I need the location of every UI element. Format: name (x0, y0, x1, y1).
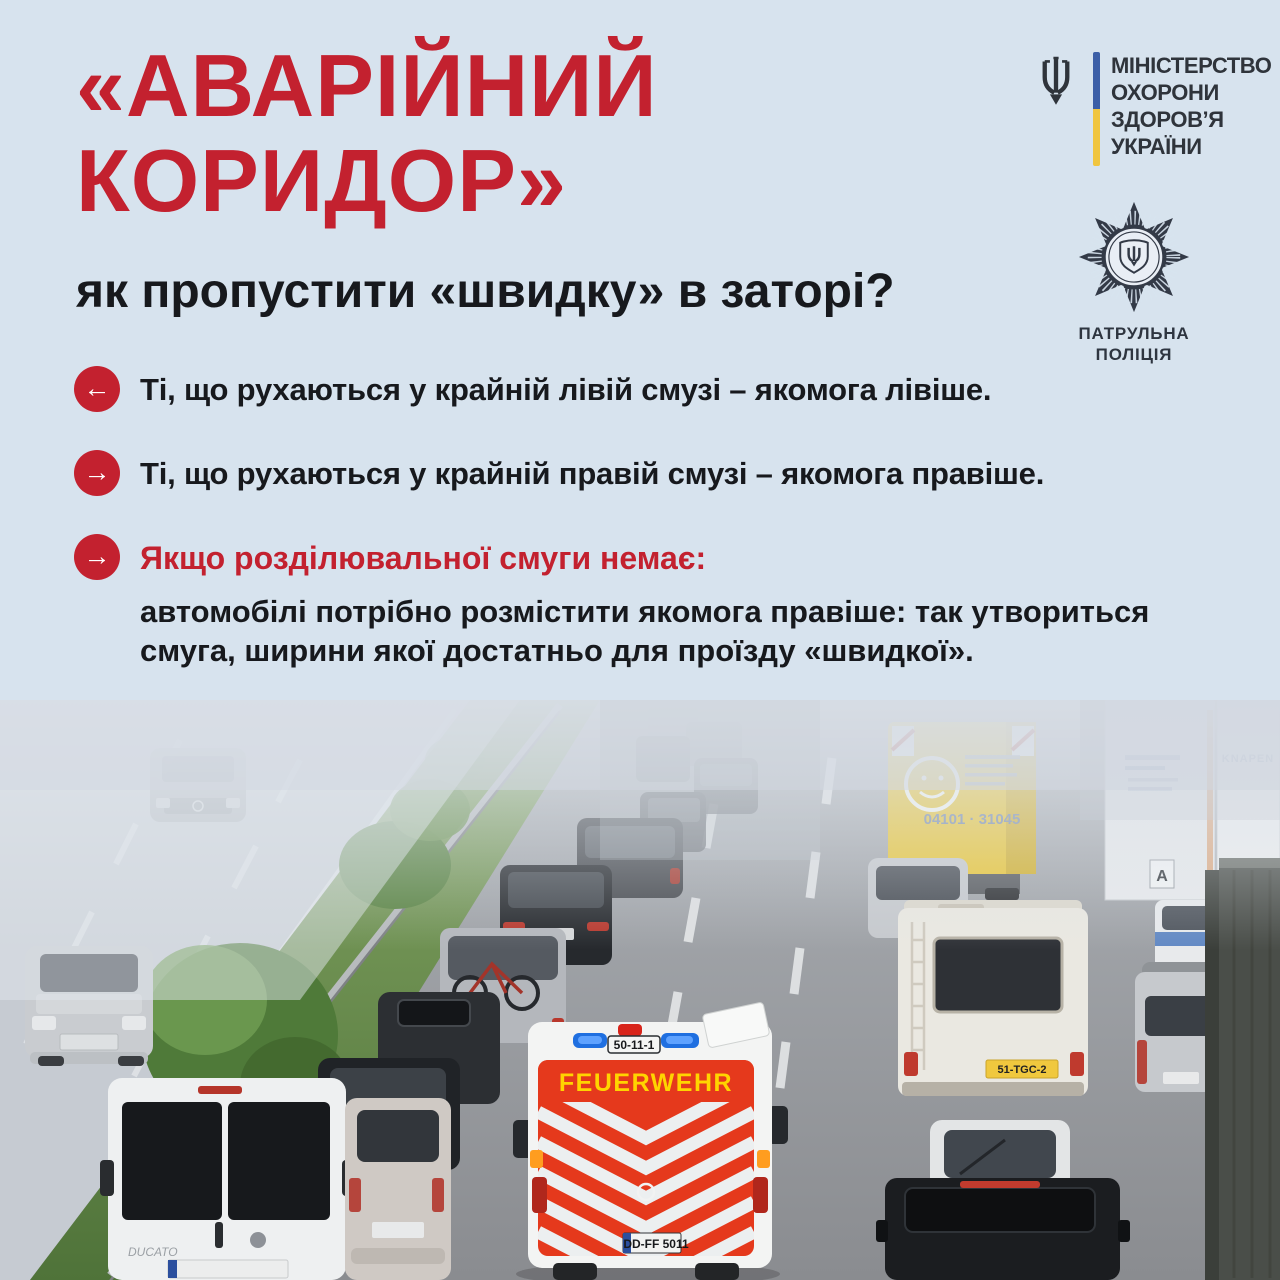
page-subtitle: як пропустити «швидку» в заторі? (76, 265, 895, 318)
arrow-left-icon (74, 366, 120, 412)
bullet-right-lane (74, 450, 1204, 496)
traffic-jam-photo (0, 700, 1280, 1280)
page-title (76, 38, 658, 228)
bullet-text: Ті, що рухаються у крайній лівій смузі – якомога лівіше. (140, 372, 992, 407)
camper-plate: 51-TGC-2 (997, 1064, 1047, 1076)
arrow-glyph: ← (83, 373, 111, 403)
van-model-badge: DUCATO (128, 1245, 178, 1259)
ministry-line: УКРАЇНИ (1111, 134, 1202, 159)
ministry-line: МІНІСТЕРСТВО (1111, 53, 1272, 78)
fog-right (1080, 700, 1280, 820)
fire-truck (513, 1002, 788, 1280)
title-line-1: «АВАРІЙНИЙ (76, 36, 658, 135)
flag-bar-icon (1093, 52, 1100, 166)
trident-icon (1030, 52, 1082, 116)
arrow-right-icon (74, 450, 120, 496)
arrow-right-icon (74, 534, 120, 580)
small-silver-car (345, 1098, 451, 1280)
arrow-glyph: → (83, 457, 111, 487)
bullet-no-divider (74, 534, 1204, 671)
black-minivan (876, 1178, 1130, 1280)
police-line: ПАТРУЛЬНА (1078, 324, 1190, 343)
fire-truck-roof-code: 50-11-1 (613, 1038, 655, 1052)
fog-center (600, 700, 820, 860)
police-line: ПОЛІЦІЯ (1095, 345, 1173, 364)
white-van (100, 1078, 356, 1280)
bullet-body (140, 534, 1206, 671)
fire-truck-brand-label: FEUERWEHR (558, 1069, 734, 1097)
ministry-line: ОХОРОНИ (1111, 80, 1219, 105)
ministry-name (1111, 52, 1271, 160)
bullet-left-lane (74, 366, 1204, 412)
ministry-logo (1030, 52, 1271, 166)
bullet-text: автомобілі потрібно розмістити якомога правіше: так утвориться смуга, ширини якої достатньо для проїзду «швидкої». (140, 594, 1150, 669)
ministry-line: ЗДОРОВ’Я (1111, 107, 1224, 132)
bullet-heading: Якщо розділювальної смуги немає: (140, 540, 707, 576)
police-star-icon (1075, 198, 1193, 316)
police-name (1062, 323, 1206, 365)
fire-truck-plate: DD-FF 5011 (623, 1237, 689, 1251)
title-line-2: КОРИДОР» (76, 131, 567, 230)
bullet-text: Ті, що рухаються у крайній правій смузі – якомога правіше. (140, 456, 1045, 491)
arrow-glyph: → (83, 541, 111, 571)
police-logo (1062, 198, 1206, 365)
